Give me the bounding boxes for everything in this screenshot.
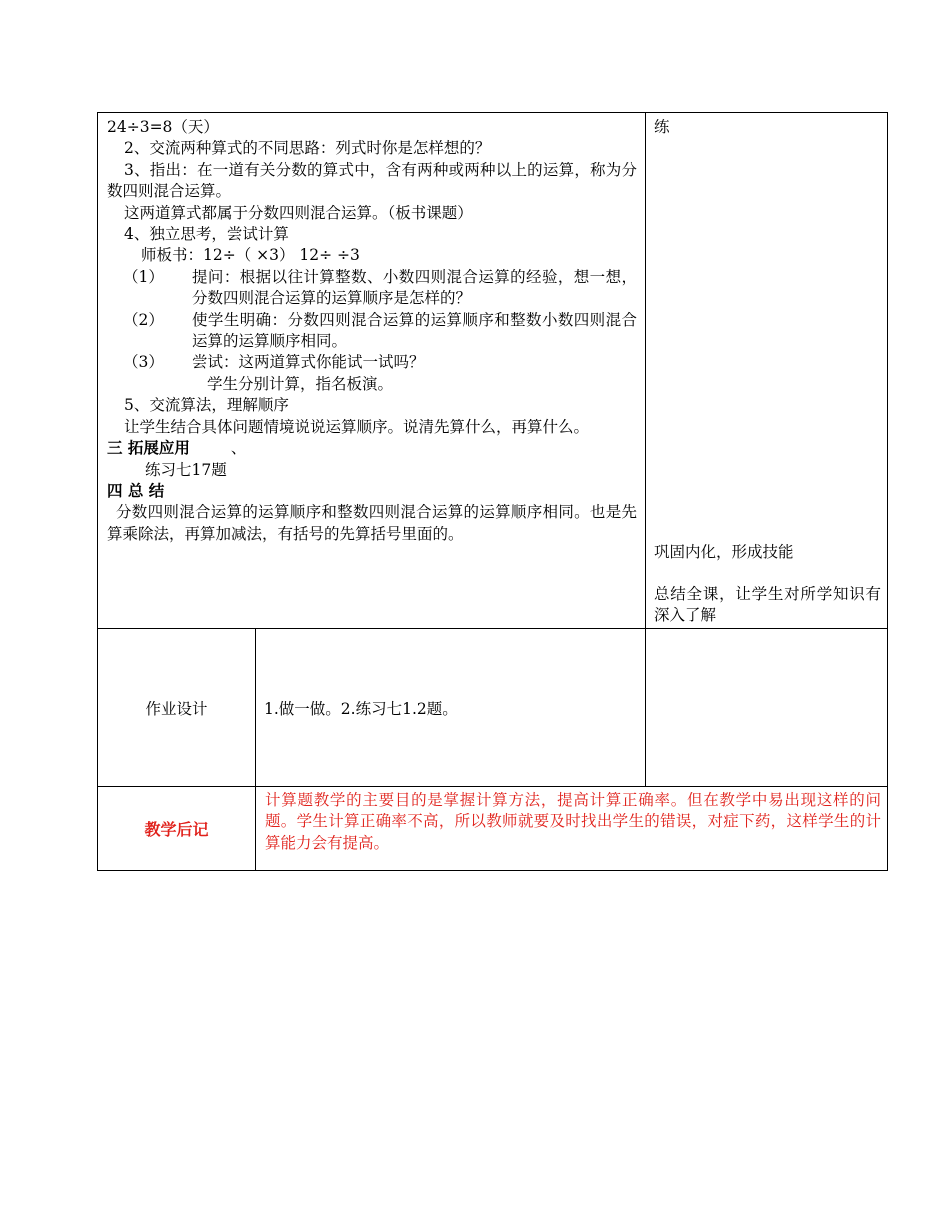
section-3-text: 练习七17题	[145, 460, 227, 479]
note-consolidate: 巩固内化，形成技能	[654, 543, 794, 561]
lesson-process-row	[98, 113, 888, 629]
reflection-content: 计算题教学的主要目的是掌握计算方法，提高计算正确率。但在教学中易出现这样的问题。学生计算正确率不高，所以教师就要及时找出学生的错误，对症下药，这样学生的计算能力会有提高。	[256, 787, 888, 871]
step-5-exchange: 5、交流算法，理解顺序	[124, 396, 289, 415]
section-4-text: 分数四则混合运算的运算顺序和整数四则混合运算的运算顺序相同。也是先算乘除法，再算加减法，有括号的先算括号里面的。	[107, 503, 638, 543]
note-summary: 总结全课，让学生对所学知识有深入了解	[654, 585, 882, 625]
list-item-2	[107, 310, 637, 353]
list-item-3-sub: 学生分别计算，指名板演。	[207, 374, 394, 393]
reflection-label: 教学后记	[98, 787, 256, 871]
step-2-exchange: 2、交流两种算式的不同思路：列式时你是怎样想的？	[124, 139, 491, 158]
homework-content: 1.做一做。2.练习七1.2题。	[256, 629, 646, 787]
section-4-title: 四 总 结	[107, 481, 165, 500]
list-item-3	[107, 352, 637, 373]
section-3-heading	[107, 438, 637, 459]
lesson-process-cell	[98, 113, 646, 629]
homework-label: 作业设计	[98, 629, 256, 787]
list-item-text: 尝试：这两道算式你能试一试吗？	[192, 353, 425, 372]
list-item-text: 提问：根据以往计算整数、小数四则混合运算的经验，想一想，分数四则混合运算的运算顺序是怎样的？	[192, 267, 638, 308]
list-item-1	[107, 267, 637, 310]
homework-notes-cell	[646, 629, 888, 787]
calc-result-line: 24÷3=8（天）	[107, 118, 219, 136]
board-title-line: 这两道算式都属于分数四则混合运算。（板书课题）	[124, 203, 473, 222]
note-top: 练	[654, 118, 670, 136]
homework-row	[98, 629, 888, 787]
design-notes-cell	[646, 113, 888, 629]
list-item-number: （1）	[123, 267, 164, 286]
list-item-number: （2）	[123, 310, 164, 329]
lesson-plan-table	[97, 112, 888, 871]
section-3-title: 三 拓展应用	[107, 439, 190, 458]
reflection-row	[98, 787, 888, 871]
list-item-text: 使学生明确：分数四则混合运算的运算顺序和整数小数四则混合运算的运算顺序相同。	[192, 310, 638, 351]
step-5-detail: 让学生结合具体问题情境说说运算顺序。说清先算什么，再算什么。	[124, 417, 590, 436]
list-item-number: （3）	[123, 353, 164, 372]
step-4-independent: 4、独立思考，尝试计算	[124, 225, 289, 244]
section-3-mark: 、	[230, 439, 247, 458]
step-3-definition: 3、指出：在一道有关分数的算式中，含有两种或两种以上的运算，称为分数四则混合运算。	[107, 160, 638, 201]
board-expressions: 师板书：12÷（ ×3） 12÷ ÷3	[141, 246, 360, 265]
